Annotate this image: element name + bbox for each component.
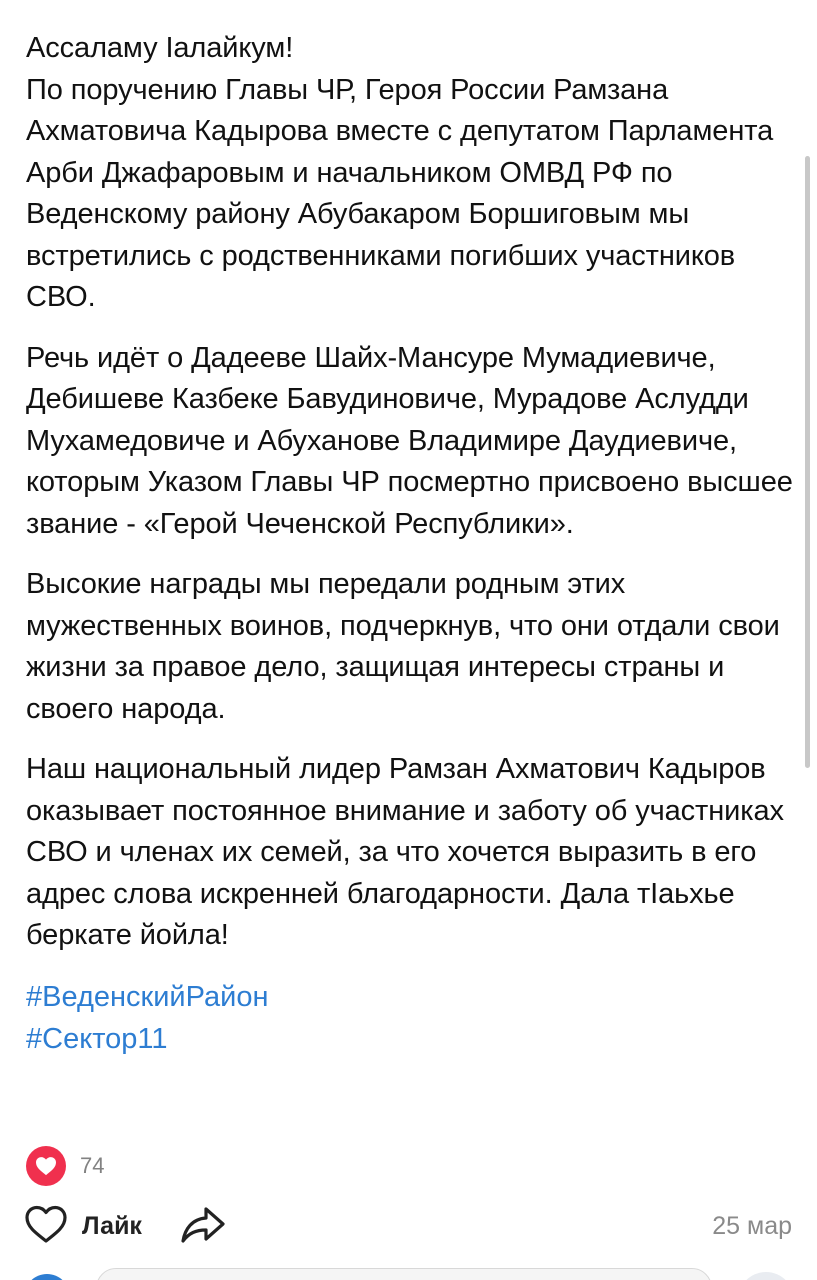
post-paragraph-3: Высокие награды мы передали родным этих мужественных воинов, подчеркнув, что они отдали свои жизни за правое дело, защищая интересы страны и своего народа.: [26, 568, 780, 725]
share-arrow-icon: [180, 1204, 226, 1249]
share-button[interactable]: [180, 1204, 226, 1249]
scrollbar-thumb[interactable]: [805, 156, 810, 768]
reactions-summary[interactable]: [26, 1146, 104, 1186]
comment-input[interactable]: [96, 1268, 712, 1280]
post-paragraph-4: Наш национальный лидер Рамзан Ахматович Кадыров оказывает постоянное внимание и заботу об участниках СВО и членах их семей, за что хочется выразить в его адрес слова искренней благодарности. Дала тIаьхье беркате йойла!: [26, 753, 784, 951]
post-body: [26, 28, 796, 1060]
post-actions: [24, 1203, 794, 1249]
post-paragraph-1: Ассаламу Iалайкум! По поручению Главы ЧР, Героя России Рамзана Ахматовича Кадырова вместе с депутатом Парламента Арби Джафаровым и начальником ОМВД РФ по Веденскому району Абубакаром Боршиговым мы встретились с родственниками погибших участников СВО.: [26, 32, 774, 313]
reaction-count: 74: [80, 1153, 105, 1178]
heart-outline-icon: [24, 1204, 68, 1249]
comment-bar: [0, 1264, 817, 1280]
heart-icon: [26, 1146, 66, 1186]
like-button[interactable]: [24, 1204, 142, 1249]
post-paragraph-2: Речь идёт о Дадееве Шайх-Мансуре Мумадиевиче, Дебишеве Казбеке Бавудиновиче, Мурадове Аслудди Мухамедовиче и Абуханове Владимире Даудиевиче, которым Указом Главы ЧР посмертно присвоено высшее звание - «Герой Чеченской Республики».: [26, 341, 793, 540]
hashtag-list: [26, 976, 796, 1060]
post-date: 25 мар: [712, 1211, 792, 1240]
send-icon[interactable]: [738, 1272, 794, 1280]
avatar: [24, 1274, 70, 1280]
hashtag-vedensky-rayon[interactable]: #ВеденскийРайон: [26, 980, 269, 1013]
hashtag-sektor11[interactable]: #Сектор11: [26, 1022, 168, 1055]
like-label: Лайк: [82, 1211, 142, 1240]
